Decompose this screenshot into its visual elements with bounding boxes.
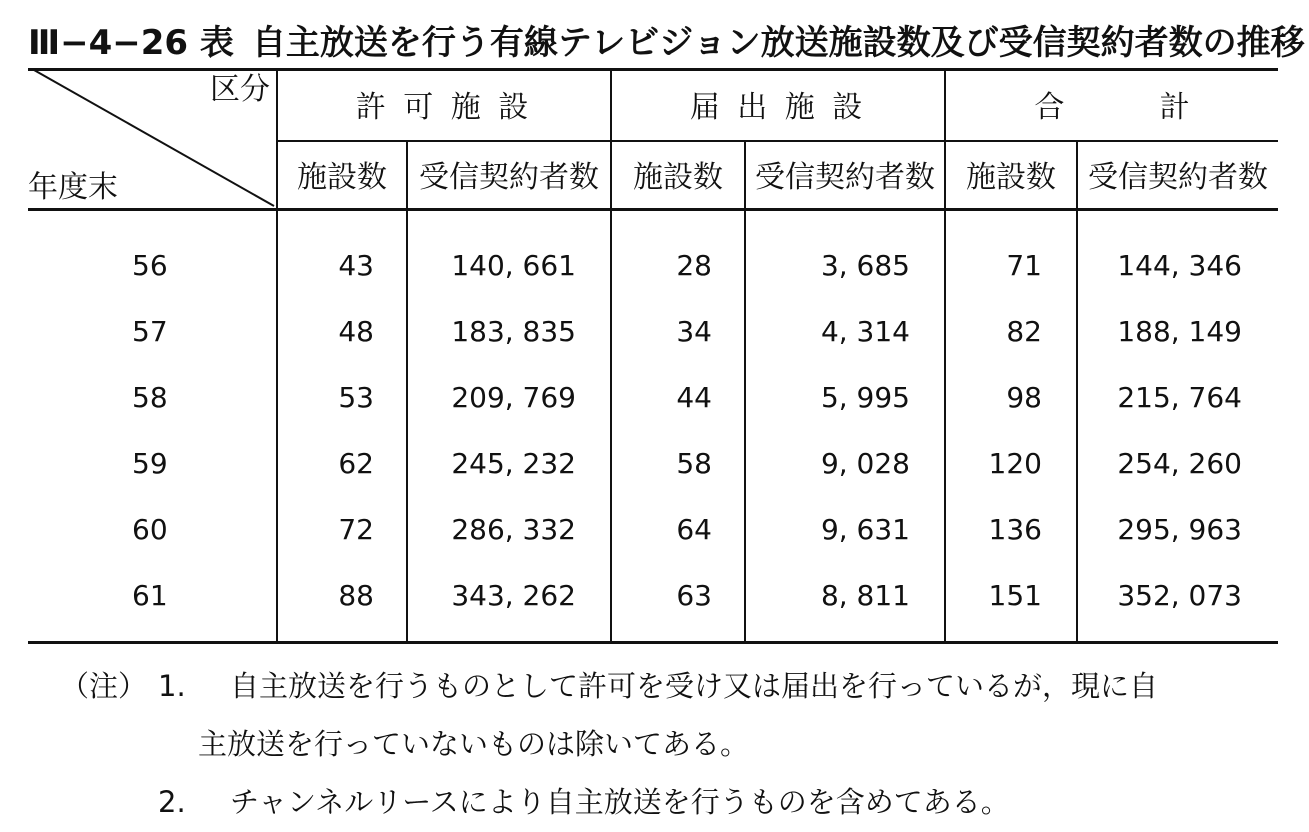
permit-facilities: 62 bbox=[338, 447, 374, 480]
footnote-1-continued bbox=[60, 716, 1290, 774]
notify-subscribers: 5, 995 bbox=[820, 381, 910, 414]
permit-subscribers: 245, 232 bbox=[451, 447, 576, 480]
permit-subscribers: 140, 661 bbox=[451, 249, 576, 282]
table-title bbox=[28, 18, 1305, 68]
table-bottom-rule bbox=[28, 641, 1278, 644]
total-subscribers: 295, 963 bbox=[1117, 513, 1242, 546]
row-year: 60 bbox=[132, 513, 168, 546]
notify-facilities: 44 bbox=[676, 381, 712, 414]
table-title-text: 自主放送を行う有線テレビジョン放送施設数及び受信契約者数の推移 bbox=[251, 23, 1305, 63]
row-year: 56 bbox=[132, 249, 168, 282]
total-subscribers: 254, 260 bbox=[1117, 447, 1242, 480]
subheader-total-facilities: 施設数 bbox=[966, 160, 1056, 195]
footnote-text: 自主放送を行うものとして許可を受け又は届出を行っているが，現に自 bbox=[230, 669, 1159, 703]
total-facilities: 98 bbox=[1006, 381, 1042, 414]
permit-facilities: 48 bbox=[338, 315, 374, 348]
notify-end-rule bbox=[944, 68, 946, 643]
footnote-1 bbox=[60, 658, 1290, 716]
table-number: Ⅲ−4−26 表 bbox=[28, 23, 234, 63]
data-table bbox=[28, 64, 1278, 646]
subheader-total-subscribers: 受信契約者数 bbox=[1088, 160, 1268, 195]
footnote-prefix: （注） bbox=[60, 669, 148, 703]
notify-facilities: 34 bbox=[676, 315, 712, 348]
footnote-number: 2. bbox=[158, 785, 186, 819]
total-facilities: 136 bbox=[988, 513, 1042, 546]
total-facilities: 82 bbox=[1006, 315, 1042, 348]
permit-facilities: 88 bbox=[338, 579, 374, 612]
notify-facilities: 64 bbox=[676, 513, 712, 546]
total-facilities: 151 bbox=[988, 579, 1042, 612]
subheader-permit-facilities: 施設数 bbox=[297, 160, 387, 195]
notify-subscribers: 9, 631 bbox=[820, 513, 910, 546]
total-subscribers: 352, 073 bbox=[1117, 579, 1242, 612]
corner-label-year: 年度末 bbox=[28, 170, 118, 205]
permit-subscribers: 343, 262 bbox=[451, 579, 576, 612]
permit-subscribers: 209, 769 bbox=[451, 381, 576, 414]
subheader-notify-facilities: 施設数 bbox=[633, 160, 723, 195]
total-facilities: 120 bbox=[988, 447, 1042, 480]
notify-subscribers: 4, 314 bbox=[820, 315, 910, 348]
group-header-total: 合 計 bbox=[1034, 90, 1190, 125]
subheader-notify-subscribers: 受信契約者数 bbox=[755, 160, 935, 195]
permit-end-rule bbox=[610, 68, 612, 643]
row-year: 61 bbox=[132, 579, 168, 612]
total-facilities: 71 bbox=[1006, 249, 1042, 282]
permit-subscribers: 183, 835 bbox=[451, 315, 576, 348]
notify-subscribers: 3, 685 bbox=[820, 249, 910, 282]
row-year: 57 bbox=[132, 315, 168, 348]
footnote-number: 1. bbox=[158, 669, 186, 703]
permit-facilities: 43 bbox=[338, 249, 374, 282]
permit-subscribers: 286, 332 bbox=[451, 513, 576, 546]
total-subscribers: 188, 149 bbox=[1117, 315, 1242, 348]
notify-subscribers: 9, 028 bbox=[820, 447, 910, 480]
group-header-notify: 届 出 施 設 bbox=[689, 90, 867, 125]
footnote-2 bbox=[60, 774, 1290, 832]
permit-facilities: 53 bbox=[338, 381, 374, 414]
corner-label-category: 区分 bbox=[210, 72, 270, 107]
notify-facilities: 28 bbox=[676, 249, 712, 282]
footnote-text: 主放送を行っていないものは除いてある。 bbox=[198, 727, 750, 761]
footnote-text: チャンネルリースにより自主放送を行うものを含めてある。 bbox=[230, 785, 1010, 819]
row-year: 58 bbox=[132, 381, 168, 414]
footnotes bbox=[60, 658, 1290, 832]
notify-subscribers: 8, 811 bbox=[820, 579, 910, 612]
total-subscribers: 215, 764 bbox=[1117, 381, 1242, 414]
row-year: 59 bbox=[132, 447, 168, 480]
subheader-permit-subscribers: 受信契約者数 bbox=[419, 160, 599, 195]
notify-facilities: 58 bbox=[676, 447, 712, 480]
total-subscribers: 144, 346 bbox=[1117, 249, 1242, 282]
notify-facilities: 63 bbox=[676, 579, 712, 612]
group-header-rule bbox=[276, 140, 1278, 142]
permit-facilities: 72 bbox=[338, 513, 374, 546]
group-header-permit: 許 可 施 設 bbox=[355, 90, 533, 125]
